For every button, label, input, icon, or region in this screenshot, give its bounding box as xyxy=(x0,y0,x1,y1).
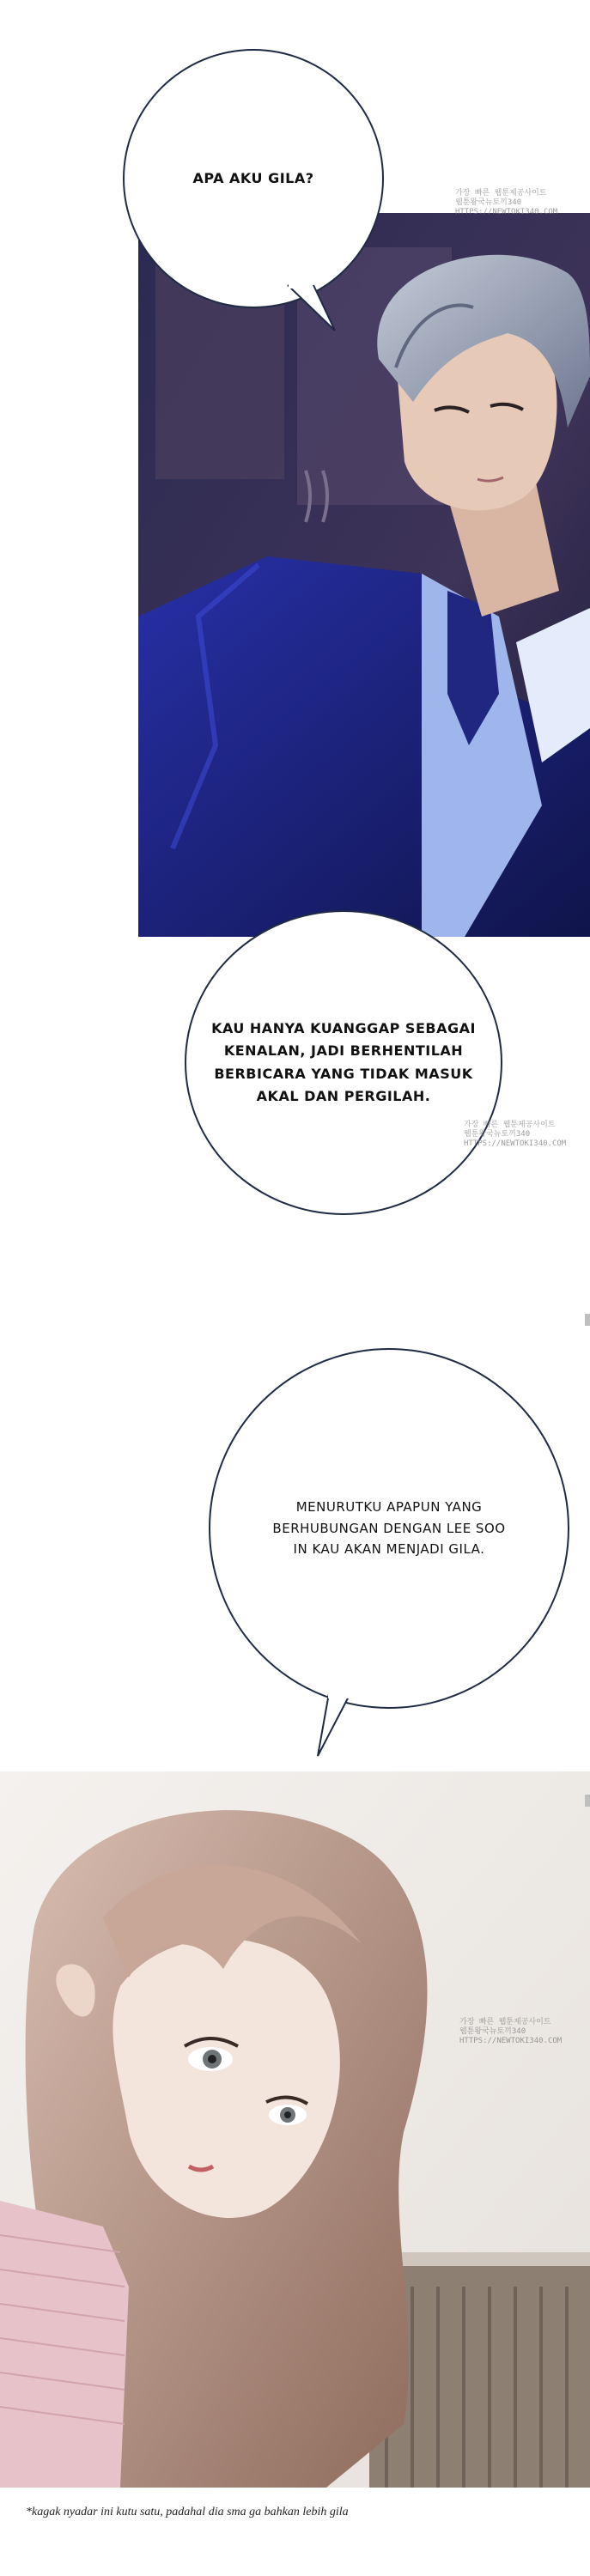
bubble-3-tail xyxy=(316,1692,368,1760)
panel-man xyxy=(138,213,590,937)
watermark-3: 가장 빠른 웹툰제공사이트 웹툰왕국뉴토끼340 HTTPS://NEWTOKI340.COM xyxy=(459,2018,563,2045)
translator-note: *kagak nyadar ini kutu satu, padahal dia sma ga bahkan lebih gila xyxy=(26,2506,349,2518)
speech-bubble-3 xyxy=(209,1348,569,1709)
bubble-1-tail xyxy=(283,283,344,335)
edge-tick-1 xyxy=(585,1314,590,1326)
panel-woman xyxy=(0,1771,590,2488)
watermark-1: 가장 빠른 웹툰제공사이트 웹툰왕국뉴토끼340 HTTPS://NEWTOKI340.COM xyxy=(455,189,558,216)
speech-bubble-2 xyxy=(185,910,502,1215)
bubble-3-text: MENURUTKU APAPUN YANG BERHUBUNGAN DENGAN LEE SOO IN KAU AKAN MENJADI GILA. xyxy=(272,1498,506,1558)
bubble-2-text: KAU HANYA KUANGGAP SEBAGAI KENALAN, JADI BERHENTILAH BERBICARA YANG TIDAK MASUK AKAL DAN PERGILAH. xyxy=(211,1019,476,1104)
speech-bubble-1 xyxy=(123,49,384,308)
edge-tick-2 xyxy=(585,1795,590,1807)
bubble-1-text: APA AKU GILA? xyxy=(192,169,314,186)
man-illustration xyxy=(138,213,590,937)
woman-illustration xyxy=(0,1771,590,2488)
watermark-2: 가장 빠른 웹툰제공사이트 웹툰왕국뉴토끼340 HTTPS://NEWTOKI340.COM xyxy=(464,1121,567,1148)
